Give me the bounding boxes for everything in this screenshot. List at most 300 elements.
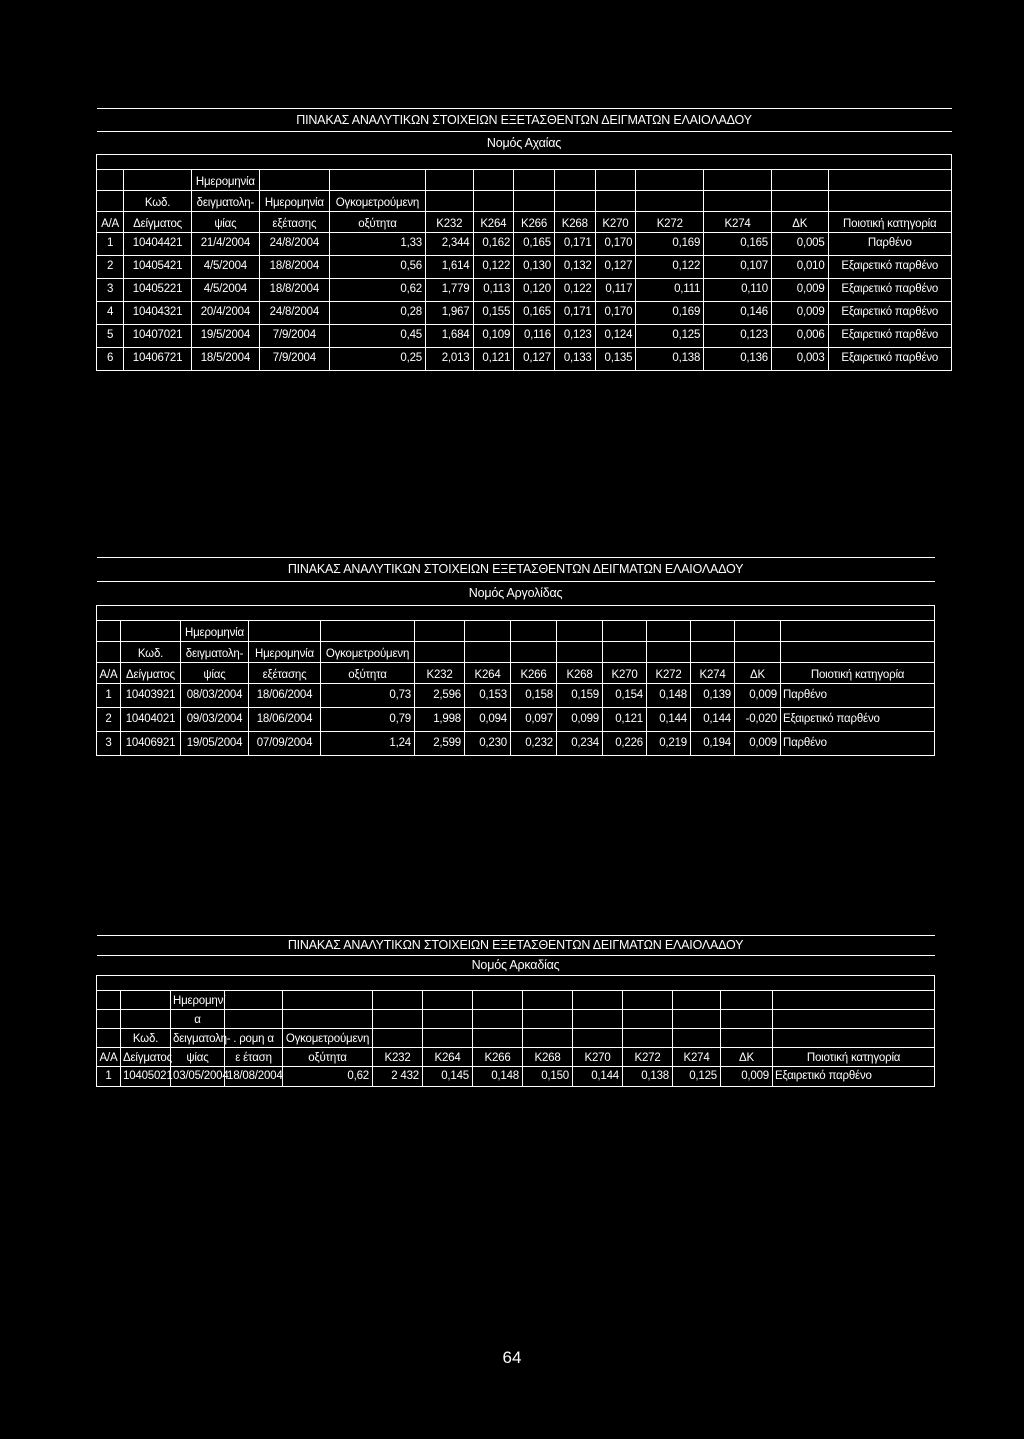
table-cell: 0,123 (554, 325, 595, 348)
header-cell: Κ272 (636, 212, 704, 233)
table-cell: 24/8/2004 (259, 233, 329, 256)
header-cell: οξύτητα (283, 1048, 373, 1067)
header-cell (673, 991, 721, 1010)
header-cell: Κωδ. (121, 642, 181, 663)
table-row (97, 348, 952, 371)
header-cell (623, 1010, 673, 1029)
table-cell: 2,344 (426, 233, 473, 256)
header-cell (623, 991, 673, 1010)
table-cell: 18/5/2004 (191, 348, 259, 371)
header-row (97, 191, 952, 212)
table-cell: 0,45 (329, 325, 425, 348)
header-cell (647, 621, 691, 642)
header-cell: Κ232 (426, 212, 473, 233)
table-subtitle: Νομός Αχαίας (97, 132, 952, 155)
header-cell (373, 1010, 423, 1029)
table-cell: 0,219 (647, 732, 691, 756)
table-cell: 1,684 (426, 325, 473, 348)
table-cell: 0,165 (704, 233, 772, 256)
table-cell: 0,169 (636, 233, 704, 256)
table-cell: 0,122 (473, 256, 514, 279)
table-cell: 0,121 (603, 708, 647, 732)
table-cell: 0,009 (772, 302, 829, 325)
table-cell: 0,62 (283, 1067, 373, 1087)
table-cell: 0,62 (329, 279, 425, 302)
table-cell: 0,139 (691, 684, 735, 708)
header-cell: Α/Α (97, 1048, 121, 1067)
table-cell: 0,124 (595, 325, 636, 348)
table-cell: 09/03/2004 (181, 708, 249, 732)
header-cell: Κωδ. (124, 191, 192, 212)
table-cell: 0,150 (523, 1067, 573, 1087)
table-cell: 0,107 (704, 256, 772, 279)
table-cell: 2,596 (415, 684, 465, 708)
header-cell (573, 1029, 623, 1048)
table-cell: 0,135 (595, 348, 636, 371)
table-cell: 0,144 (573, 1067, 623, 1087)
header-cell: Κ266 (473, 1048, 523, 1067)
header-cell (721, 1029, 773, 1048)
header-cell (97, 642, 121, 663)
table-cell: 0,79 (321, 708, 415, 732)
header-cell: Ημερομηνία (249, 642, 321, 663)
header-cell: Δείγματος (121, 663, 181, 684)
table-cell: 0,109 (473, 325, 514, 348)
header-row (97, 642, 935, 663)
header-cell (225, 991, 283, 1010)
table-cell: 7/9/2004 (259, 325, 329, 348)
table-cell: 0,132 (554, 256, 595, 279)
table-cell: 3 (97, 279, 124, 302)
header-cell (781, 642, 935, 663)
header-cell: δειγματολη- (181, 642, 249, 663)
header-cell (514, 170, 555, 191)
table-cell: 0,130 (514, 256, 555, 279)
header-cell (283, 991, 373, 1010)
header-cell: . ρομη α (225, 1029, 283, 1048)
spacer-row (97, 976, 935, 991)
header-row (97, 1010, 935, 1029)
table-cell: 0,122 (636, 256, 704, 279)
header-cell (573, 991, 623, 1010)
table-cell: 4/5/2004 (191, 256, 259, 279)
page-number: 64 (502, 1348, 522, 1367)
header-cell: Κ272 (623, 1048, 673, 1067)
header-cell: Ογκομετρούμενη (321, 642, 415, 663)
header-cell (704, 191, 772, 212)
header-cell (473, 191, 514, 212)
header-cell: Κ232 (415, 663, 465, 684)
table-cell: 0,162 (473, 233, 514, 256)
header-cell (673, 1029, 721, 1048)
table-cell: 0,194 (691, 732, 735, 756)
table-cell: 08/03/2004 (181, 684, 249, 708)
table-cell: 0,110 (704, 279, 772, 302)
header-cell: Ημερομηνί (171, 991, 225, 1010)
header-cell: Κ264 (473, 212, 514, 233)
table-cell: 0,117 (595, 279, 636, 302)
header-cell (773, 1010, 935, 1029)
table-cell: 18/06/2004 (249, 708, 321, 732)
table-cell: 10405021 (121, 1067, 171, 1087)
table-cell: Εξαιρετικό παρθένο (828, 256, 951, 279)
table-cell: 0,138 (623, 1067, 673, 1087)
header-cell (473, 991, 523, 1010)
header-cell (423, 1010, 473, 1029)
table-cell: 0,159 (557, 684, 603, 708)
table-cell: 0,226 (603, 732, 647, 756)
table-cell: Παρθένο (781, 684, 935, 708)
table-cell: 0,009 (721, 1067, 773, 1087)
header-cell (511, 621, 557, 642)
header-cell (735, 621, 781, 642)
header-row (97, 663, 935, 684)
table-cell: 0,158 (511, 684, 557, 708)
spacer-row (97, 606, 935, 621)
table-cell: 0,116 (514, 325, 555, 348)
header-cell: Κ272 (647, 663, 691, 684)
header-cell (523, 991, 573, 1010)
header-cell: Α/Α (97, 212, 124, 233)
spacer-row (97, 155, 952, 170)
header-cell (473, 1010, 523, 1029)
header-cell (97, 621, 121, 642)
table-cell: 0,144 (647, 708, 691, 732)
header-cell: δειγματολη- (171, 1029, 225, 1048)
header-cell (321, 621, 415, 642)
table-subtitle: Νομός Αρκαδίας (97, 956, 935, 976)
table-cell: 10404021 (121, 708, 181, 732)
header-cell: Κ266 (514, 212, 555, 233)
header-row (97, 212, 952, 233)
header-cell (647, 642, 691, 663)
header-row (97, 991, 935, 1010)
table-cell: 0,234 (557, 732, 603, 756)
header-cell (554, 191, 595, 212)
table-cell: 0,010 (772, 256, 829, 279)
header-cell (124, 170, 192, 191)
table-cell: 18/8/2004 (259, 256, 329, 279)
table-cell: 0,009 (735, 732, 781, 756)
table-cell: 7/9/2004 (259, 348, 329, 371)
header-cell (557, 621, 603, 642)
header-cell: Κ270 (603, 663, 647, 684)
table-cell: 0,145 (423, 1067, 473, 1087)
header-row (97, 1029, 935, 1048)
table-subtitle: Νομός Αργολίδας (97, 582, 935, 606)
table-cell: Εξαιρετικό παρθένο (773, 1067, 935, 1087)
table-cell: 18/08/2004 (225, 1067, 283, 1087)
header-cell (514, 191, 555, 212)
header-cell (121, 1010, 171, 1029)
table-cell: Παρθένο (828, 233, 951, 256)
table-cell: 0,165 (514, 302, 555, 325)
table-cell: 0,120 (514, 279, 555, 302)
table-row (97, 684, 935, 708)
header-cell: ΔΚ (772, 212, 829, 233)
table-cell: 5 (97, 325, 124, 348)
table-row (97, 256, 952, 279)
table-cell: 0,125 (636, 325, 704, 348)
table-cell: 10406921 (121, 732, 181, 756)
header-row (97, 1048, 935, 1067)
table-cell: 0,111 (636, 279, 704, 302)
header-cell (97, 170, 124, 191)
header-cell (691, 621, 735, 642)
header-cell: Κ264 (423, 1048, 473, 1067)
table-cell: 0,125 (673, 1067, 721, 1087)
table-cell: 0,009 (735, 684, 781, 708)
header-cell (603, 621, 647, 642)
header-cell (704, 170, 772, 191)
header-cell (636, 170, 704, 191)
header-cell: Ογκομετρούμενη (329, 191, 425, 212)
header-cell: Ογκομετρούμενη (283, 1029, 373, 1048)
header-cell (423, 991, 473, 1010)
table-cell: 19/5/2004 (191, 325, 259, 348)
table-row (97, 279, 952, 302)
header-cell (97, 191, 124, 212)
table-cell: 0,28 (329, 302, 425, 325)
header-cell (283, 1010, 373, 1029)
table-cell: 0,122 (554, 279, 595, 302)
table-cell: 0,113 (473, 279, 514, 302)
header-cell: ε έταση (225, 1048, 283, 1067)
table-arkadia (96, 935, 935, 1087)
table-row (97, 732, 935, 756)
table-cell: 0,144 (691, 708, 735, 732)
header-cell: ΔΚ (735, 663, 781, 684)
header-cell (121, 991, 171, 1010)
header-cell: Ημερομηνία (191, 170, 259, 191)
header-cell: Κ268 (554, 212, 595, 233)
header-cell (249, 621, 321, 642)
header-cell: Ημερομηνία (259, 191, 329, 212)
table-cell: 18/06/2004 (249, 684, 321, 708)
table-cell: 0,56 (329, 256, 425, 279)
table-cell: 0,73 (321, 684, 415, 708)
header-cell (97, 1010, 121, 1029)
header-cell (623, 1029, 673, 1048)
table-cell: 1 (97, 684, 121, 708)
header-cell: Δείγματος (121, 1048, 171, 1067)
header-cell (465, 642, 511, 663)
table-cell: 10407021 (124, 325, 192, 348)
table-cell: 0,136 (704, 348, 772, 371)
table-cell: 10406721 (124, 348, 192, 371)
header-cell (721, 1010, 773, 1029)
header-cell: οξύτητα (321, 663, 415, 684)
header-cell (721, 991, 773, 1010)
header-cell (511, 642, 557, 663)
table-cell: 0,148 (647, 684, 691, 708)
header-cell: εξέτασης (259, 212, 329, 233)
header-cell (426, 191, 473, 212)
table-cell: 1,614 (426, 256, 473, 279)
table-cell: 0,232 (511, 732, 557, 756)
table-cell: 2,013 (426, 348, 473, 371)
table-cell: 07/09/2004 (249, 732, 321, 756)
header-cell: Ποιοτική κατηγορία (773, 1048, 935, 1067)
table-row (97, 233, 952, 256)
header-cell (828, 170, 951, 191)
header-cell (828, 191, 951, 212)
table-cell: Εξαιρετικό παρθένο (828, 279, 951, 302)
table-cell: 0,138 (636, 348, 704, 371)
header-cell (225, 1010, 283, 1029)
header-cell (772, 170, 829, 191)
table-cell: 0,146 (704, 302, 772, 325)
table-cell: 10403921 (121, 684, 181, 708)
table-cell: 10404321 (124, 302, 192, 325)
table-cell: 10404421 (124, 233, 192, 256)
table-cell: -0,020 (735, 708, 781, 732)
header-cell: Δείγματος (124, 212, 192, 233)
table-cell: 0,154 (603, 684, 647, 708)
header-cell: Κωδ. (121, 1029, 171, 1048)
table-cell: 0,123 (704, 325, 772, 348)
header-cell (523, 1010, 573, 1029)
table-cell: 0,169 (636, 302, 704, 325)
header-cell: Κ264 (465, 663, 511, 684)
table-cell: 1 (97, 1067, 121, 1087)
table-cell: 0,148 (473, 1067, 523, 1087)
table-argolida (96, 557, 935, 756)
header-cell (573, 1010, 623, 1029)
header-cell (259, 170, 329, 191)
table-row (97, 1067, 935, 1087)
table-cell: 0,005 (772, 233, 829, 256)
header-cell: Κ232 (373, 1048, 423, 1067)
table-cell: 0,127 (595, 256, 636, 279)
table-cell: 2 (97, 708, 121, 732)
header-cell (473, 1029, 523, 1048)
table-cell: 1,24 (321, 732, 415, 756)
table-cell: 19/05/2004 (181, 732, 249, 756)
header-cell (373, 1029, 423, 1048)
table-cell: 6 (97, 348, 124, 371)
header-cell: ψίας (191, 212, 259, 233)
header-cell: Κ274 (704, 212, 772, 233)
header-cell (415, 621, 465, 642)
header-cell (121, 621, 181, 642)
header-cell (691, 642, 735, 663)
header-cell (673, 1010, 721, 1029)
header-cell (773, 1029, 935, 1048)
table-cell: 4/5/2004 (191, 279, 259, 302)
header-cell (329, 170, 425, 191)
table-cell: 1,33 (329, 233, 425, 256)
table-row (97, 302, 952, 325)
table-title: ΠΙΝΑΚΑΣ ΑΝΑΛΥΤΙΚΩΝ ΣΤΟΙΧΕΙΩΝ ΕΞΕΤΑΣΘΕΝΤΩΝ ΔΕΙΓΜΑΤΩΝ ΕΛΑΙΟΛΑΔΟΥ (97, 936, 935, 956)
header-cell (97, 1029, 121, 1048)
table-cell: 0,094 (465, 708, 511, 732)
table-cell: 2 (97, 256, 124, 279)
header-cell (773, 991, 935, 1010)
table-cell: Εξαιρετικό παρθένο (828, 325, 951, 348)
table-title: ΠΙΝΑΚΑΣ ΑΝΑΛΥΤΙΚΩΝ ΣΤΟΙΧΕΙΩΝ ΕΞΕΤΑΣΘΕΝΤΩΝ ΔΕΙΓΜΑΤΩΝ ΕΛΑΙΟΛΑΔΟΥ (97, 109, 952, 132)
header-cell: οξύτητα (329, 212, 425, 233)
header-cell (636, 191, 704, 212)
header-cell (595, 191, 636, 212)
table-row (97, 325, 952, 348)
header-cell: Ημερομηνία (181, 621, 249, 642)
table-cell: 03/05/2004 (171, 1067, 225, 1087)
table-title: ΠΙΝΑΚΑΣ ΑΝΑΛΥΤΙΚΩΝ ΣΤΟΙΧΕΙΩΝ ΕΞΕΤΑΣΘΕΝΤΩΝ ΔΕΙΓΜΑΤΩΝ ΕΛΑΙΟΛΑΔΟΥ (97, 558, 935, 582)
table-cell: 0,006 (772, 325, 829, 348)
table-cell: 0,230 (465, 732, 511, 756)
table-cell: 1,967 (426, 302, 473, 325)
header-cell (423, 1029, 473, 1048)
header-cell: Α/Α (97, 663, 121, 684)
header-cell (473, 170, 514, 191)
header-cell: δειγματολη- (191, 191, 259, 212)
header-cell (415, 642, 465, 663)
table-cell: 0,099 (557, 708, 603, 732)
header-cell: Ποιοτική κατηγορία (781, 663, 935, 684)
header-cell: ΔΚ (721, 1048, 773, 1067)
header-row (97, 170, 952, 191)
table-cell: Εξαιρετικό παρθένο (828, 302, 951, 325)
header-cell: Ποιοτική κατηγορία (828, 212, 951, 233)
header-cell (373, 991, 423, 1010)
table-cell: 1 (97, 233, 124, 256)
table-cell: 24/8/2004 (259, 302, 329, 325)
table-row (97, 708, 935, 732)
header-cell (557, 642, 603, 663)
table-cell: 0,165 (514, 233, 555, 256)
header-cell: εξέτασης (249, 663, 321, 684)
table-cell: Παρθένο (781, 732, 935, 756)
table-cell: 0,171 (554, 233, 595, 256)
header-cell (781, 621, 935, 642)
header-cell (772, 191, 829, 212)
table-cell: 0,170 (595, 302, 636, 325)
table-cell: 4 (97, 302, 124, 325)
header-cell: Κ268 (557, 663, 603, 684)
header-cell (595, 170, 636, 191)
table-cell: 0,097 (511, 708, 557, 732)
table-cell: 0,003 (772, 348, 829, 371)
table-cell: 2 432 (373, 1067, 423, 1087)
header-cell: Κ270 (595, 212, 636, 233)
table-cell: 1,998 (415, 708, 465, 732)
header-row (97, 621, 935, 642)
table-cell: 10405421 (124, 256, 192, 279)
header-cell (465, 621, 511, 642)
table-cell: 0,155 (473, 302, 514, 325)
table-cell: 0,133 (554, 348, 595, 371)
header-cell: Κ266 (511, 663, 557, 684)
header-cell (97, 991, 121, 1010)
header-cell (426, 170, 473, 191)
header-cell: Κ270 (573, 1048, 623, 1067)
header-cell: Κ274 (673, 1048, 721, 1067)
table-cell: 18/8/2004 (259, 279, 329, 302)
table-cell: Εξαιρετικό παρθένο (828, 348, 951, 371)
table-cell: 0,121 (473, 348, 514, 371)
header-cell (523, 1029, 573, 1048)
header-cell: α (171, 1010, 225, 1029)
header-cell (603, 642, 647, 663)
table-cell: 10405221 (124, 279, 192, 302)
table-cell: 3 (97, 732, 121, 756)
table-cell: 0,009 (772, 279, 829, 302)
header-cell (554, 170, 595, 191)
header-cell: ψίας (171, 1048, 225, 1067)
table-achaia (96, 108, 952, 371)
table-cell: 0,171 (554, 302, 595, 325)
